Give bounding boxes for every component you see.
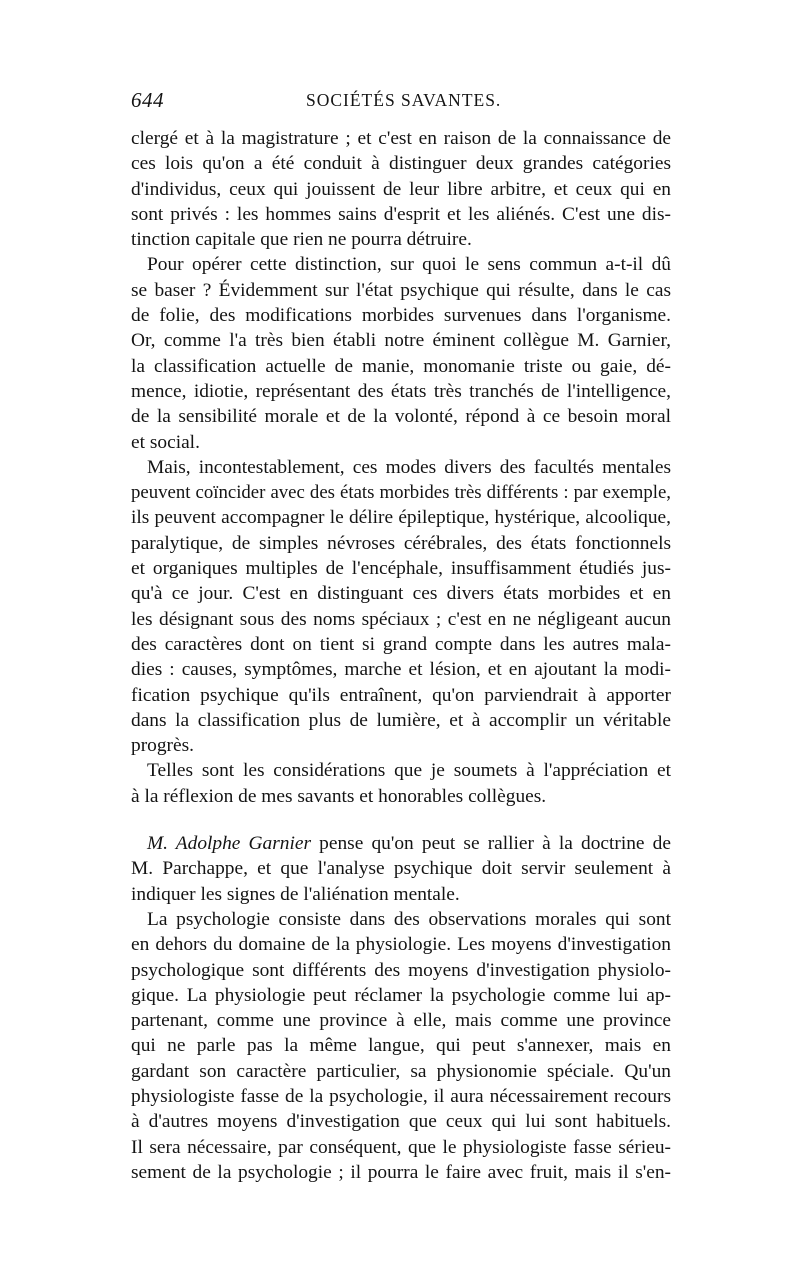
text-line: tinction capitale que rien ne pourra détruire. xyxy=(131,229,472,251)
text-line: sement de la psychologie ; il pourra le faire avec fruit, mais il s'en- xyxy=(131,1161,671,1183)
text-line: qu'à ce jour. C'est en distinguant ces divers états morbides et en xyxy=(131,583,671,605)
text-line: se baser ? Évidemment sur l'état psychique qui résulte, dans le cas xyxy=(131,279,671,301)
text-line: de folie, des modifications morbides survenues dans l'organisme. xyxy=(131,305,671,327)
paragraph-continuation xyxy=(131,126,671,252)
paragraph-psychologie xyxy=(131,907,671,1185)
text-line: et social. xyxy=(131,431,200,453)
text-line: de la sensibilité morale et de la volonté, répond à ce besoin moral xyxy=(131,406,671,428)
text-line: fication psychique qu'ils entraînent, qu'on parviendrait à apporter xyxy=(131,684,671,706)
section-gap xyxy=(131,809,671,831)
text-line: les désignant sous des noms spéciaux ; c'est en ne négligeant aucun xyxy=(131,608,671,630)
page-number: 644 xyxy=(131,88,164,112)
text-line: Pour opérer cette distinction, sur quoi le sens commun a-t-il dû xyxy=(147,254,671,276)
body-text xyxy=(131,126,671,1185)
text-line: à la réflexion de mes savants et honorables collègues. xyxy=(131,785,547,807)
text-line: progrès. xyxy=(131,735,195,757)
paragraph-conclusion xyxy=(131,758,671,809)
text-line: gique. La physiologie peut réclamer la psychologie comme lui ap- xyxy=(131,984,671,1006)
text-line: la classification actuelle de manie, monomanie triste ou gaie, dé- xyxy=(131,355,671,377)
text-line: indiquer les signes de l'aliénation mentale. xyxy=(131,883,460,905)
running-title: SOCIÉTÉS SAVANTES. xyxy=(306,90,502,110)
speaker-line-rest: pense qu'on peut se rallier à la doctrine de xyxy=(311,833,671,855)
text-line: ils peuvent accompagner le délire épileptique, hystérique, alcoolique, xyxy=(131,507,671,529)
text-line: d'individus, ceux qui jouissent de leur libre arbitre, et ceux qui en xyxy=(131,178,671,200)
text-line: en dehors du domaine de la physiologie. Les moyens d'investigation xyxy=(131,934,671,956)
text-line: psychologique sont différents des moyens d'investigation physiolo- xyxy=(131,959,671,981)
text-line: peuvent coïncider avec des états morbides très différents : par exemple, xyxy=(131,482,671,504)
text-line xyxy=(131,831,671,856)
text-line: sont privés : les hommes sains d'esprit et les aliénés. C'est une dis- xyxy=(131,203,671,225)
text-line: dans la classification plus de lumière, et à accomplir un véritable xyxy=(131,709,671,731)
paragraph-facultes xyxy=(131,455,671,759)
text-line: M. Parchappe, et que l'analyse psychique doit servir seulement à xyxy=(131,858,671,880)
text-line: physiologiste fasse de la psychologie, il aura nécessairement recours xyxy=(131,1085,671,1107)
text-line: des caractères dont on tient si grand compte dans les autres mala- xyxy=(131,633,671,655)
text-line: Il sera nécessaire, par conséquent, que le physiologiste fasse sérieu- xyxy=(131,1136,671,1158)
text-line: clergé et à la magistrature ; et c'est en raison de la connaissance de xyxy=(131,128,671,149)
paragraph-garnier xyxy=(131,831,671,907)
text-line: dies : causes, symptômes, marche et lésion, et en ajoutant la modi- xyxy=(131,659,671,681)
running-head xyxy=(131,88,671,118)
text-line: paralytique, de simples névroses cérébrales, des états fonctionnels xyxy=(131,532,671,554)
text-line: partenant, comme une province à elle, mais comme une province xyxy=(131,1010,671,1032)
text-line: qui ne parle pas la même langue, qui peut s'annexer, mais en xyxy=(131,1035,671,1057)
text-line: Telles sont les considérations que je soumets à l'appréciation et xyxy=(147,760,671,782)
text-line: à d'autres moyens d'investigation que ceux qui lui sont habituels. xyxy=(131,1111,671,1133)
text-line: gardant son caractère particulier, sa physionomie spéciale. Qu'un xyxy=(131,1060,671,1082)
text-line: et organiques multiples de l'encéphale, insuffisamment étudiés jus- xyxy=(131,558,671,580)
text-line: Mais, incontestablement, ces modes divers des facultés mentales xyxy=(147,456,671,478)
text-line: ces lois qu'on a été conduit à distinguer deux grandes catégories xyxy=(131,153,671,175)
text-line: La psychologie consiste dans des observations morales qui sont xyxy=(147,908,671,930)
text-line: mence, idiotie, représentant des états très tranchés de l'intelligence, xyxy=(131,380,671,402)
speaker-name: M. Adolphe Garnier xyxy=(147,833,312,855)
paragraph-distinction xyxy=(131,252,671,454)
text-line: Or, comme l'a très bien établi notre éminent collègue M. Garnier, xyxy=(131,330,671,352)
